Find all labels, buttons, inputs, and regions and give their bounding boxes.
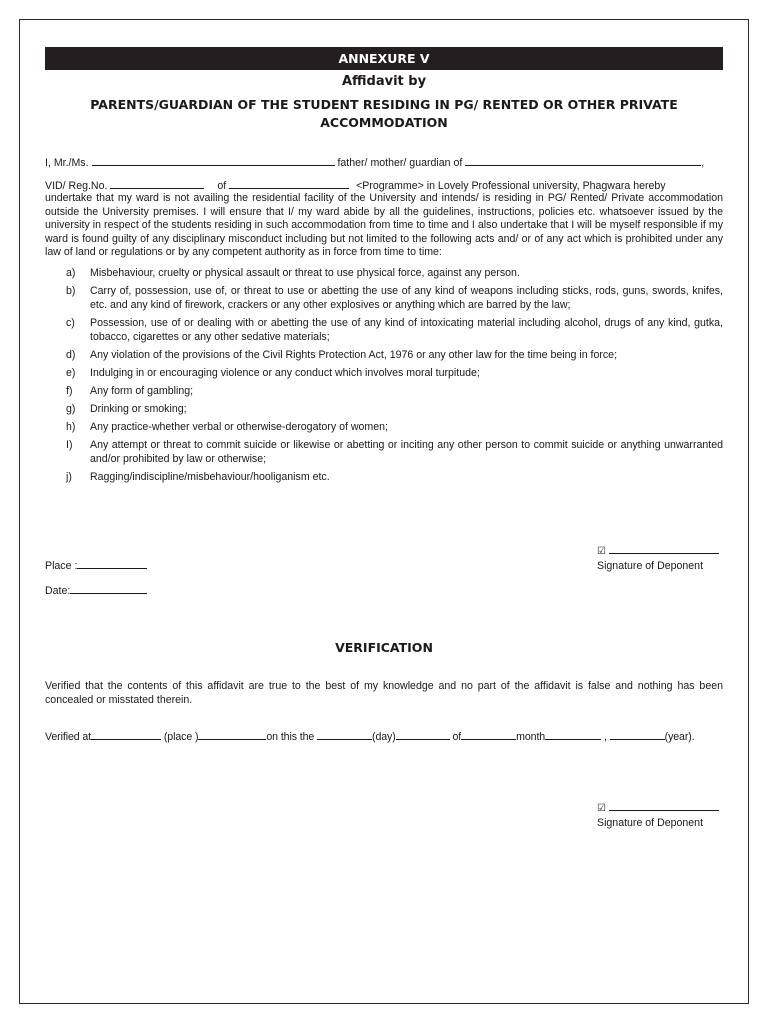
list-letter: I) [66,439,73,451]
list-text: Any practice-whether verbal or otherwise-derogatory of women; [90,421,388,433]
declaration-body: undertake that my ward is not availing the residential facility of the University and intends/ is residing in PG/ Rented/ Private accommodation outside the University premises. I will ensure that I/ my ward abide by all the guidelines, instructions, policies etc. whatsoever issued by the university in respect of the students residing in such accommodation from time to time and I also undertake that I will be myself responsible if my ward is found guilty of any disciplinary misconduct including but not limited to the following acts and/ or of any act which is prohibited under any law of land or regulations or by any competent authority as in force from time to time: [45,192,723,259]
place-blank[interactable] [77,558,147,569]
month-label: month [516,731,546,743]
vid-blank[interactable] [110,178,204,189]
day-label: (day) [372,731,396,743]
list-text: Any attempt or threat to commit suicide or likewise or abetting or inciting any other person to commit suicide or anything unwarranted and/or prohibited by law or otherwise; [90,439,723,465]
verified-at-label: Verified at [45,731,92,743]
list-letter: g) [66,403,76,415]
date-line [45,583,723,598]
comma: , [603,731,607,743]
deponent-label: Signature of Deponent [597,560,704,572]
trailing-comma: , [701,157,705,169]
list-text: Ragging/indiscipline/misbehaviour/hooliganism etc. [90,471,330,483]
signature-line[interactable] [609,801,719,811]
vid-line [45,178,723,193]
list-letter: e) [66,367,76,379]
body-start: <Programme> in Lovely Professional university, Phagwara hereby [356,180,666,192]
list-letter: d) [66,349,76,361]
list-letter: h) [66,421,76,433]
list-letter: c) [66,317,75,329]
verified-at-line [45,729,723,744]
list-text: Any violation of the provisions of the Civil Rights Protection Act, 1976 or any other law for the time being in force; [90,349,618,361]
verified-place-blank[interactable] [91,729,161,740]
list-letter: j) [66,471,72,483]
list-text: Drinking or smoking; [90,403,187,415]
relation-label: father/ mother/ guardian of [337,157,463,169]
year-label: (year). [664,731,695,743]
date-label: Date: [45,585,71,597]
verification-title: VERIFICATION [335,640,433,655]
of-label: of [217,180,227,192]
list-text: Indulging in or encouraging violence or any conduct which involves moral turpitude; [90,367,480,379]
programme-blank[interactable] [229,178,349,189]
name-prefix: I, Mr./Ms. [45,157,89,169]
place-paren-label: (place ) [163,731,199,743]
month-blank[interactable] [461,729,516,740]
list-letter: b) [66,285,76,297]
signature-line[interactable] [609,544,719,554]
place-label: Place : [45,560,78,572]
verification-statement: Verified that the contents of this affidavit are true to the best of my knowledge and no part of the affidavit is false and nothing has been concealed or misstated therein. [45,680,723,706]
of-label: of [452,731,462,743]
day-blank[interactable] [317,729,372,740]
verification-signature-block [597,801,723,829]
affidavit-title: PARENTS/GUARDIAN OF THE STUDENT RESIDING IN PG/ RENTED OR OTHER PRIVATE ACCOMMODATION [90,97,678,130]
list-text: Carry of, possession, use of, or threat to use or abetting the use of any kind of weapons including sticks, rods, guns, swords, knifes, etc. and any kind of firework, crackers or any other explosives or anything which are barred by the law; [90,285,723,311]
affidavit-subtitle: Affidavit by [341,74,427,89]
place-line [45,558,723,573]
list-text: Misbehaviour, cruelty or physical assault or threat to use physical force, against any person. [90,267,520,279]
list-text: Possession, use of or dealing with or abetting the use of any kind of intoxicating material including alcohol, drugs of any kind, gutka, tobacco, cigarettes or any other sedative materials; [90,317,723,343]
ward-name-blank[interactable] [465,155,701,166]
vid-label: VID/ Reg.No. [45,180,108,192]
verified-place2-blank[interactable] [198,729,266,740]
deponent-label: Signature of Deponent [597,817,704,829]
name-line [45,155,723,170]
on-this-the-label: on this the [266,731,315,743]
checkbox-icon: ☑ [597,546,606,557]
checkbox-icon: ☑ [597,803,606,814]
list-letter: a) [66,267,76,279]
list-text: Any form of gambling; [90,385,194,397]
list-letter: f) [66,385,73,397]
month2-blank[interactable] [545,729,601,740]
name-blank[interactable] [92,155,335,166]
year-blank[interactable] [610,729,665,740]
annexure-header: ANNEXURE V [45,47,723,70]
date-blank[interactable] [70,583,147,594]
day2-blank[interactable] [396,729,450,740]
